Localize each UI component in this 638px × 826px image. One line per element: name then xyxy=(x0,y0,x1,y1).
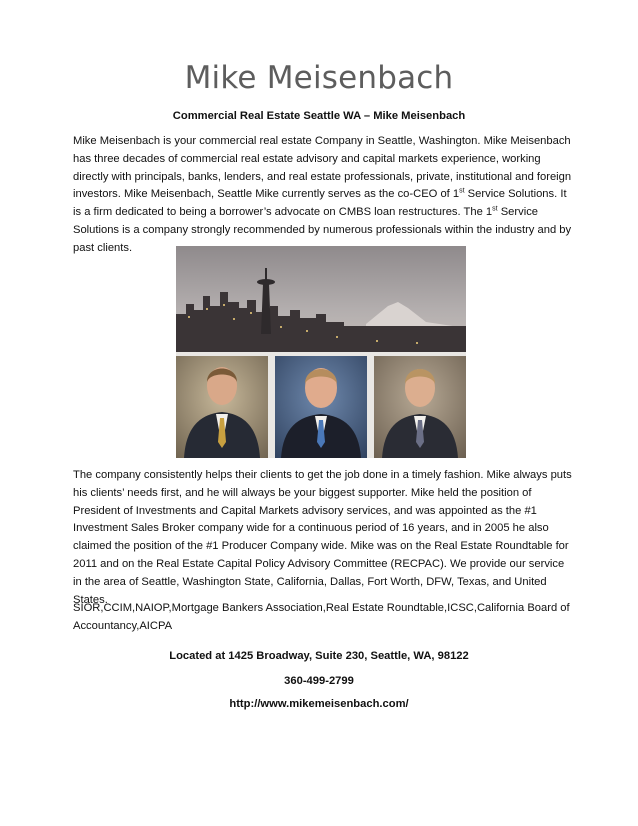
ordinal-suffix: st xyxy=(492,205,498,213)
phone-number: 360-499-2799 xyxy=(284,675,354,687)
address: Located at 1425 Broadway, Suite 230, Seattle, WA, 98122 xyxy=(169,650,469,662)
skyline-and-portraits-image xyxy=(176,246,466,458)
intro-text-3: Service Solutions is a company strongly recommended by numerous professionals within the industry and by past clients. xyxy=(73,206,572,254)
intro-paragraph xyxy=(73,133,573,258)
page-title: Commercial Real Estate Seattle WA – Mike Meisenbach xyxy=(172,110,466,122)
intro-text-1: Mike Meisenbach is your commercial real estate Company in Seattle, Washington. Mike Meisenbach has three decades of commercial real estate advisory and capital markets experience, working directly with principals, banks, lenders, and real estate professionals, private, institutional and foreign investors. Mike Meisenbach, Seattle Mike currently serves as the co-CEO of 1 xyxy=(73,135,572,201)
ordinal-suffix: st xyxy=(459,187,465,195)
company-paragraph: The company consistently helps their clients to get the job done in a timely fashion. Mike always puts his clients’ needs first, and he will always be your biggest supporter. Mike held the position of President of Investments and Capital Markets advisory services, and was appointed as the #1 Investment Sales Broker company wide for a continuous period of 16 years, and in 2005 he also claimed the position of the #1 Producer Company wide. Mike was on the Real Estate Roundtable for 2011 and on the Real Estate Capital Policy Advisory Committee (RECPAC). We provide our service in the area of Seattle, Washington State, California, Dallas, Fort Worth, DFW, Texas, and United States. xyxy=(73,469,572,606)
logo: Mike Meisenbach xyxy=(184,60,454,96)
website-link[interactable]: http://www.mikemeisenbach.com/ xyxy=(229,698,409,710)
intro-text-2: Service Solutions. It is a firm dedicated to being a borrower’s advocate on CMBS loan restructures. The 1 xyxy=(73,188,567,219)
affiliations-paragraph: SIOR,CCIM,NAIOP,Mortgage Bankers Association,Real Estate Roundtable,ICSC,California Board of Accountancy,AICPA xyxy=(73,602,570,632)
